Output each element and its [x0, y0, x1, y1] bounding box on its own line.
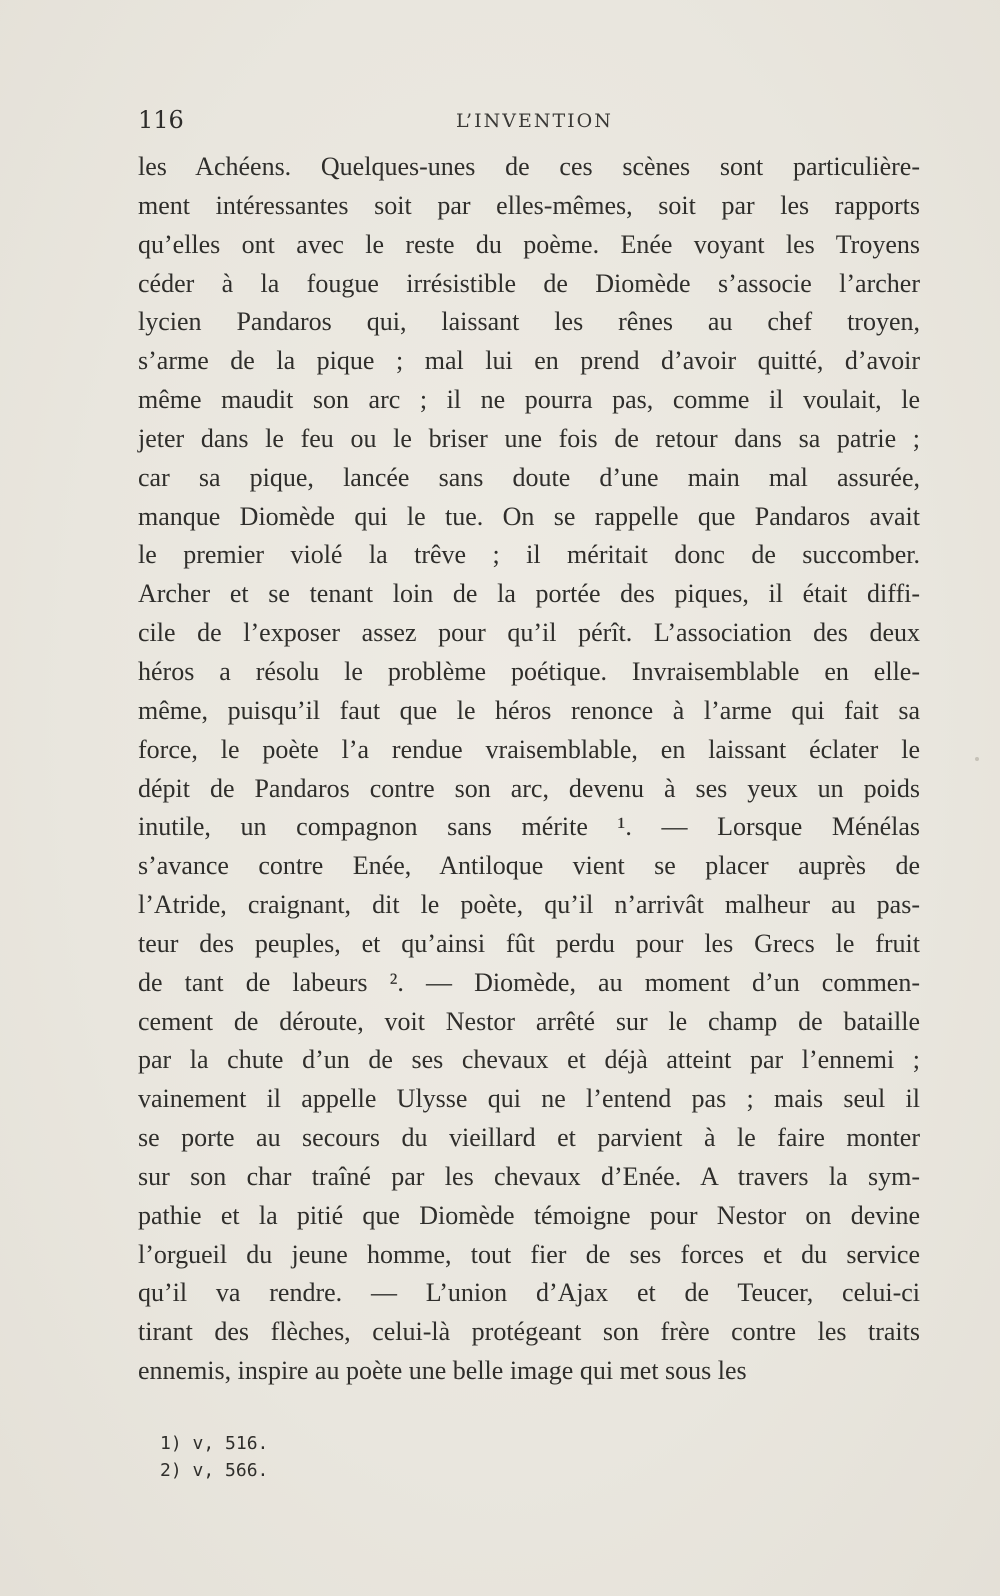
text-line: vainement il appelle Ulysse qui ne l’entend pas ; mais seul il	[138, 1084, 920, 1114]
text-line: s’avance contre Enée, Antiloque vient se placer auprès de	[138, 851, 920, 881]
text-line: tirant des flèches, celui-là protégeant son frère contre les traits	[138, 1317, 920, 1347]
text-line: force, le poète l’a rendue vraisemblable, en laissant éclater le	[138, 734, 920, 764]
text-line: jeter dans le feu ou le briser une fois de retour dans sa patrie ;	[138, 423, 920, 453]
text-line: même, puisqu’il faut que le héros renonce à l’arme qui fait sa	[138, 695, 920, 725]
text-line: Archer et se tenant loin de la portée des piques, il était diffi-	[138, 579, 920, 609]
text-line: même maudit son arc ; il ne pourra pas, comme il voulait, le	[138, 385, 920, 415]
text-line: pathie et la pitié que Diomède témoigne pour Nestor on devine	[138, 1200, 920, 1230]
text-line: de tant de labeurs ². — Diomède, au moment d’un commen-	[138, 967, 920, 997]
footnotes	[160, 1430, 560, 1484]
text-line: dépit de Pandaros contre son arc, devenu à ses yeux un poids	[138, 773, 920, 803]
paper-speck	[975, 757, 979, 761]
text-line: l’Atride, craignant, dit le poète, qu’il n’arrivât malheur au pas-	[138, 890, 920, 920]
text-line: teur des peuples, et qu’ainsi fût perdu pour les Grecs le fruit	[138, 928, 920, 958]
page-header	[138, 100, 918, 140]
text-line: manque Diomède qui le tue. On se rappelle que Pandaros avait	[138, 501, 920, 531]
text-line: inutile, un compagnon sans mérite ¹. — Lorsque Ménélas	[138, 812, 920, 842]
text-line: lycien Pandaros qui, laissant les rênes au chef troyen,	[138, 307, 920, 337]
text-line: l’orgueil du jeune homme, tout fier de ses forces et du service	[138, 1239, 920, 1269]
text-line: cile de l’exposer assez pour qu’il pérît. L’association des deux	[138, 618, 920, 648]
text-line: ment intéressantes soit par elles-mêmes, soit par les rapports	[138, 190, 920, 220]
text-line: sur son char traîné par les chevaux d’Enée. A travers la sym-	[138, 1161, 920, 1191]
text-line: car sa pique, lancée sans doute d’une main mal assurée,	[138, 462, 920, 492]
text-line: s’arme de la pique ; mal lui en prend d’avoir quitté, d’avoir	[138, 346, 920, 376]
text-line: qu’il va rendre. — L’union d’Ajax et de Teucer, celui-ci	[138, 1278, 920, 1308]
text-line: par la chute d’un de ses chevaux et déjà atteint par l’ennemi ;	[138, 1045, 920, 1075]
text-line: héros a résolu le problème poétique. Invraisemblable en elle-	[138, 656, 920, 686]
text-line: céder à la fougue irrésistible de Diomède s’associe l’archer	[138, 268, 920, 298]
footnote: 1) v, 516.	[160, 1433, 269, 1454]
running-title: L’INVENTION	[456, 110, 613, 132]
text-line: se porte au secours du vieillard et parvient à le faire monter	[138, 1123, 920, 1153]
footnote: 2) v, 566.	[160, 1460, 269, 1481]
text-line: ennemis, inspire au poète une belle image qui met sous les	[138, 1356, 747, 1386]
text-line: cement de déroute, voit Nestor arrêté sur le champ de bataille	[138, 1006, 920, 1036]
text-line: les Achéens. Quelques-unes de ces scènes sont particulière-	[138, 152, 920, 181]
body-text	[138, 148, 920, 1391]
page-number: 116	[138, 106, 184, 134]
text-line: le premier violé la trêve ; il méritait donc de succomber.	[138, 540, 920, 570]
text-line: qu’elles ont avec le reste du poème. Enée voyant les Troyens	[138, 229, 920, 259]
